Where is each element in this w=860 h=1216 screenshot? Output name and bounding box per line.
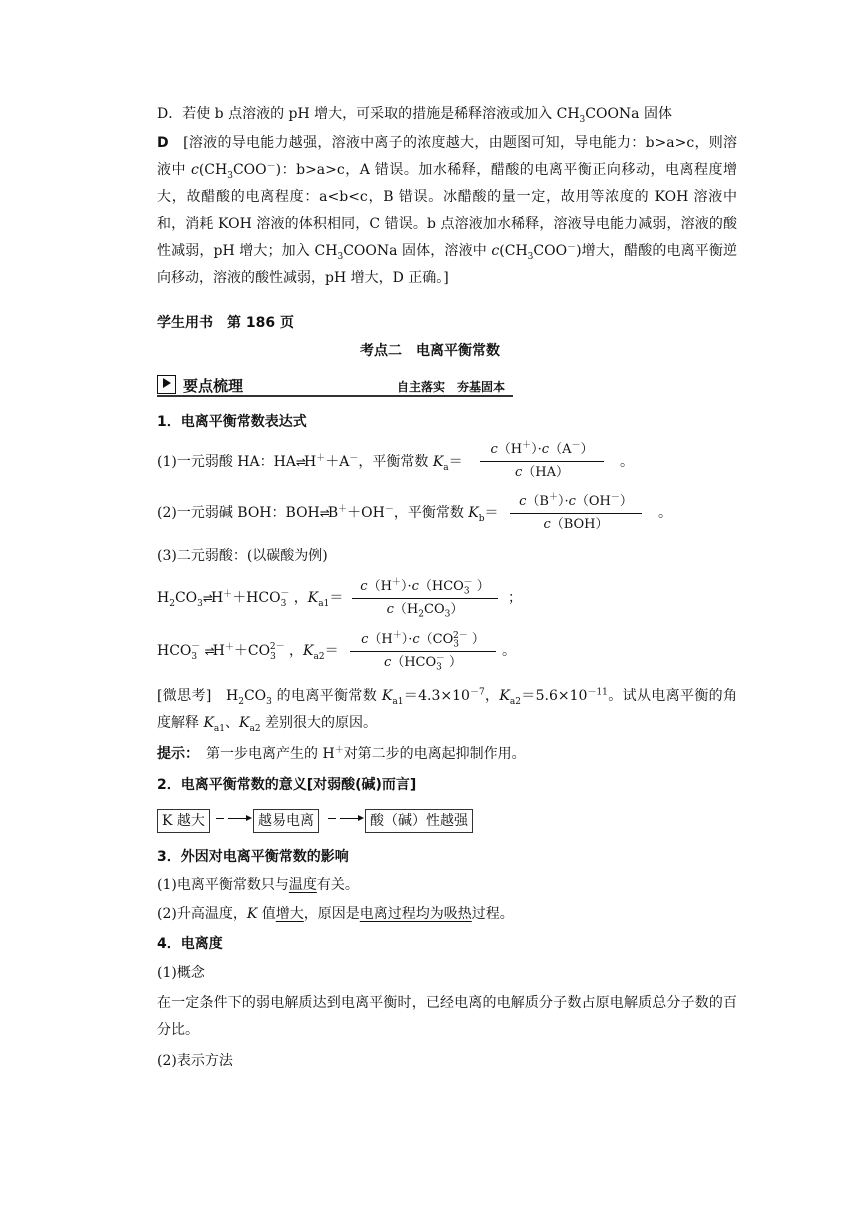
ka-numerator: c（H＋）·c（A－） [490,440,594,457]
key-points-banner [157,373,513,397]
eq2-end: 。 [502,643,516,659]
factor-1-underlined: 温度 [288,877,317,893]
factor-2-mid: ，原因是 [303,906,360,922]
ka1-denominator: $c(H_2CO_3)$ [386,602,464,620]
hint-label: 提示： [157,746,192,762]
heading-4: 4．电离度 [157,936,223,952]
factor-2-underlined-1: 增大 [275,906,304,922]
heading-2: 2．电离平衡常数的意义[对弱酸(碱)而言] [157,777,417,793]
factor-2: (2)升高温度，K 值增大，原因是电离过程均为吸热过程。 [157,906,514,922]
degree-concept-text: 在一定条件下的弱电解质达到电离平衡时，已经电离的电解质分子数占原电解质总分子数的百分比。 [157,995,737,1038]
factor-1-post: 有关。 [316,877,359,893]
flow-box-easier-ionize: 越易电离 [253,809,319,833]
section-title: 考点二 电离平衡常数 [360,343,500,359]
eq2-expression: $HCO_3^-$ $\rightleftharpoons H^++CO_3^{2-}$ ，$K_{a2}=$ [157,642,339,662]
ka1-fraction [352,578,498,619]
item-1-expression: (1)一元弱酸 HA：HA⇌H＋＋A－，平衡常数 $K_a=$ [157,453,463,473]
flow-box-stronger: 酸（碱）性越强 [365,809,473,833]
heading-1: 1．电离平衡常数表达式 [157,414,307,430]
answer-label: D [157,135,169,151]
hint: 提示： 第一步电离产生的 H＋对第二步的电离起抑制作用。 [157,745,526,762]
ka1-numerator: $c(H^+)\cdot c(HCO_3^-$ ） [360,577,490,597]
eq1-end: ； [508,590,522,606]
banner-title: 要点梳理 [183,377,244,395]
ka2-numerator: $c(H^+)\cdot c(CO_3^{2-}$ ） [361,630,485,650]
banner-subtitle: 自主落实 夯基固本 [396,380,505,394]
equilibrium-arrow-icon: ⇌ [319,506,328,520]
item-3-heading: (3)二元弱酸：(以碳酸为例) [157,548,328,564]
factor-2-post: 过程。 [471,906,514,922]
kb-fraction [510,493,642,534]
ka-fraction [480,441,604,482]
page-reference: 学生用书 第 186 页 [157,315,294,331]
right-arrow-icon [228,818,250,819]
option-d: D．若使 b 点溶液的 pH 增大，可采取的措施是稀释溶液或加入 $CH_3COONa$ 固体 [157,106,672,125]
flow-box-k-larger: K 越大 [157,809,210,833]
heading-3: 3．外因对电离平衡常数的影响 [157,849,349,865]
ka2-denominator: $c(HCO_3^-$ ） [383,653,463,673]
banner-rule [157,395,513,397]
micro-think: [微思考] $H_2CO_3$ 的电离平衡常数 $K_{a1}=4.3\times 10^{-7}$，$K_{a2}=5.6\times 10^{-11}$。试从电离平衡的角度解释 $K_{a1}$、$K_{a2}$ 差别很大的原因。 [157,687,738,734]
factor-1 [157,875,359,895]
item-2-end: 。 [658,505,672,521]
kb-numerator: c（B＋）·c（OH－） [519,492,633,509]
factor-2-underlined-2: 电离过程均为吸热 [359,906,472,922]
ka2-fraction [350,631,496,672]
equilibrium-arrow-icon: ⇌ [295,455,304,469]
eq1-expression: $H_2CO_3\rightleftharpoons H^++HCO_3^-$ ，$K_{a1}=$ [157,589,344,609]
equilibrium-arrow-icon: ⇌ [204,644,213,658]
kb-denominator: c（BOH） [543,517,609,532]
degree-method-heading: (2)表示方法 [157,1053,233,1069]
degree-concept-heading: (1)概念 [157,965,205,981]
factor-1-pre: (1)电离平衡常数只与 [157,877,289,893]
answer-explanation: D [溶液的导电能力越强，溶液中离子的浓度越大，由题图可知，导电能力：b>a>c，则溶液中 $c(CH_3COO^-)$：b>a>c，A 错误。加水稀释，醋酸的电离平衡正向移动，电离程度增大，故醋酸的电离程度：a<b<c，B 错误。冰醋酸的量一定，故用等浓度的 KOH 溶液中和，消耗 KOH 溶液的体积相同，C 错误。b 点溶液加水稀释，溶液导电能力减弱，溶液的酸性减弱，pH 增大；加入 $CH_3COONa$ 固体，溶液中 $c(CH_3COO^-)$增大，醋酸的电离平衡逆向移动，溶液的酸性减弱，pH 增大，D 正确。] [157,135,737,286]
ka-denominator: c（HA） [514,465,569,480]
play-triangle-icon [163,378,171,388]
equilibrium-arrow-icon: ⇌ [202,591,211,605]
item-2-expression: (2)一元弱碱 BOH：BOH⇌B＋＋OH－，平衡常数 $K_b=$ [157,504,499,524]
item-1-end: 。 [620,454,634,470]
right-arrow-icon [340,818,362,819]
